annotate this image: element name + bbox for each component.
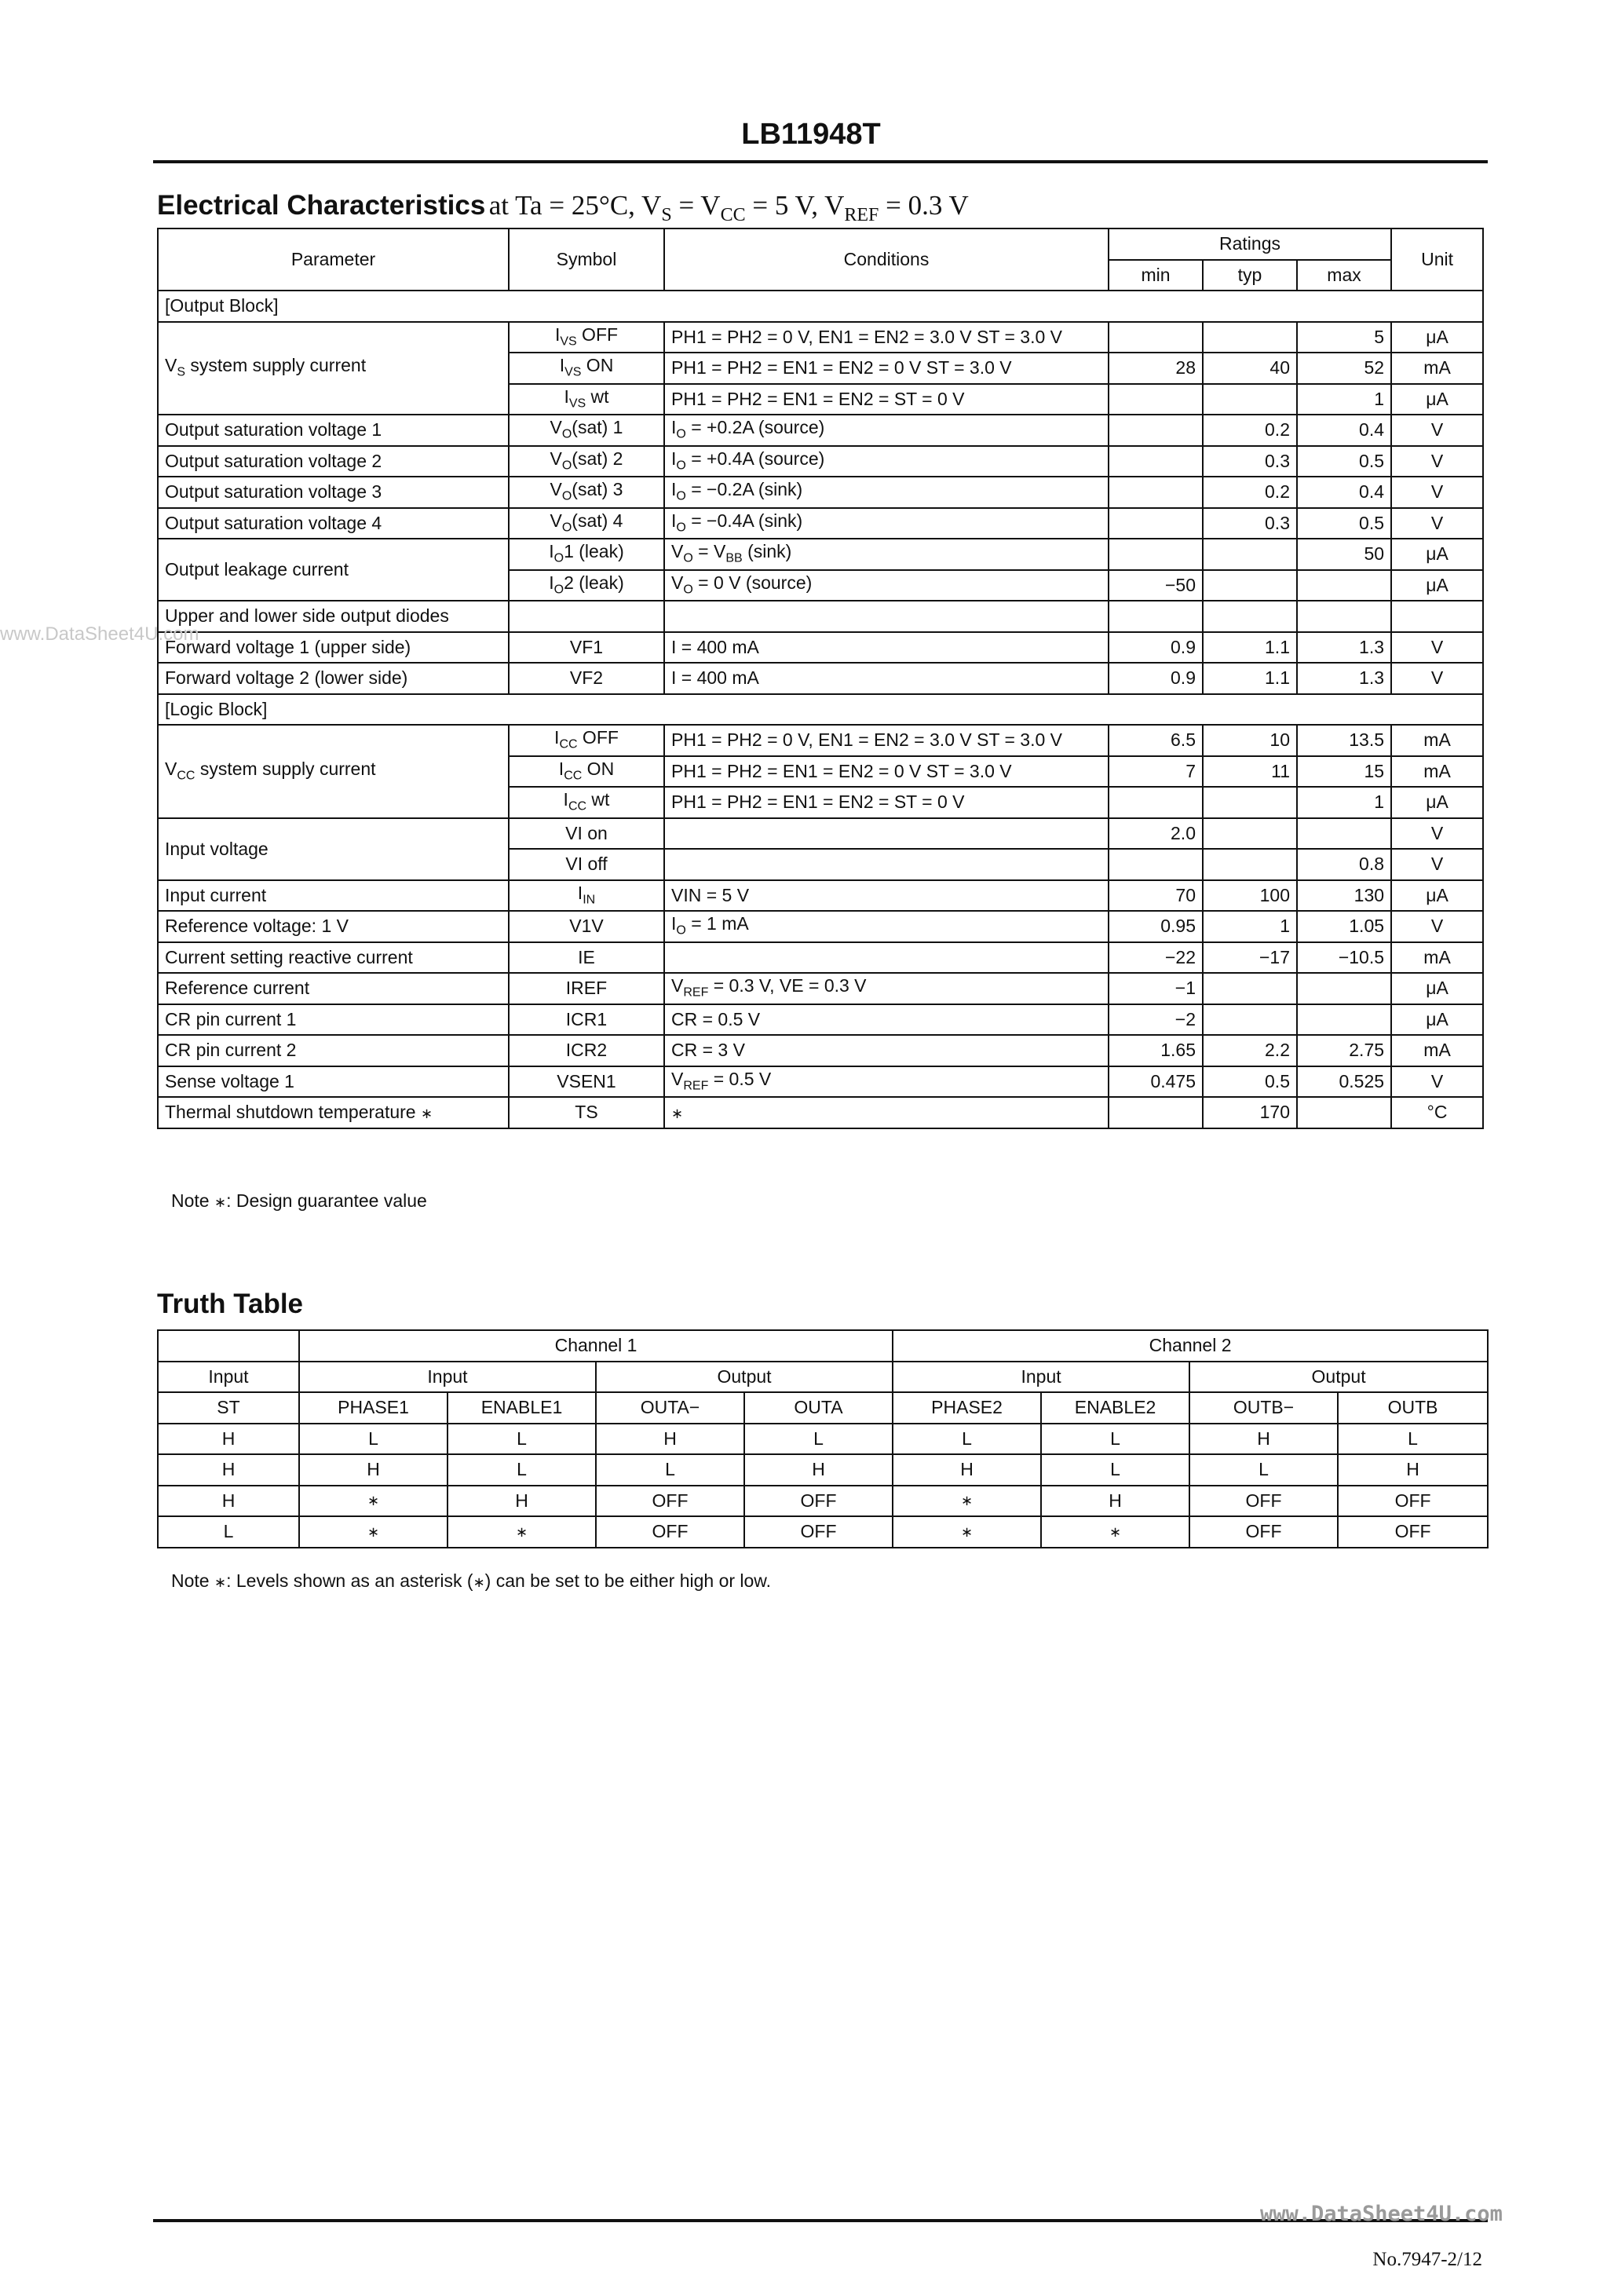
truth-cell: L: [448, 1454, 596, 1486]
min-cell: −2: [1109, 1004, 1203, 1036]
truth-cell: ∗: [448, 1516, 596, 1548]
min-cell: 2.0: [1109, 818, 1203, 850]
typ-cell: [1203, 818, 1297, 850]
symbol-cell: IE: [509, 942, 664, 974]
typ-cell: 1: [1203, 911, 1297, 942]
symbol-cell: VI on: [509, 818, 664, 850]
min-cell: [1109, 787, 1203, 818]
truth-ch2-input-header: Input: [893, 1362, 1189, 1393]
electrical-characteristics-table: [157, 228, 1484, 1129]
typ-cell: 11: [1203, 756, 1297, 788]
condition-cell: $V_{REF} = 0.3$ V, VE = 0.3 V: [664, 973, 1109, 1004]
header-min: min: [1109, 260, 1203, 291]
truth-cell: ∗: [1041, 1516, 1189, 1548]
min-cell: 0.475: [1109, 1066, 1203, 1098]
max-cell: 1.05: [1297, 911, 1391, 942]
truth-cell: H: [158, 1454, 299, 1486]
symbol-cell: V1V: [509, 911, 664, 942]
typ-cell: [1203, 570, 1297, 601]
max-cell: 0.4: [1297, 477, 1391, 508]
max-cell: 0.8: [1297, 849, 1391, 880]
truth-cell: OFF: [596, 1486, 744, 1517]
max-cell: 5: [1297, 322, 1391, 353]
min-cell: 0.9: [1109, 663, 1203, 694]
max-cell: [1297, 1004, 1391, 1036]
condition-cell: I = 400 mA: [664, 663, 1109, 694]
condition-cell: I = 400 mA: [664, 632, 1109, 664]
max-cell: [1297, 818, 1391, 850]
typ-cell: 170: [1203, 1097, 1297, 1128]
typ-cell: 0.3: [1203, 508, 1297, 539]
unit-cell: V: [1391, 446, 1483, 477]
truth-cell: OFF: [596, 1516, 744, 1548]
footer-watermark: www.DataSheet4U.com: [1260, 2202, 1503, 2226]
min-cell: [1109, 322, 1203, 353]
condition-cell: $I_O = 1$ mA: [664, 911, 1109, 942]
min-cell: 1.65: [1109, 1035, 1203, 1066]
truth-col-outa-minus: OUTA−: [596, 1392, 744, 1424]
truth-channel-row: [158, 1330, 1488, 1362]
condition-cell: $I_O = -0.2A$ (sink): [664, 477, 1109, 508]
condition-cell: [664, 818, 1109, 850]
condition-cell: $V_O = V_{BB}$ (sink): [664, 539, 1109, 570]
section-label: [Logic Block]: [158, 694, 1483, 726]
condition-cell: [664, 849, 1109, 880]
truth-column-header-row: [158, 1392, 1488, 1424]
table-row: [158, 539, 1483, 570]
symbol-cell: $I_{IN}$: [509, 880, 664, 912]
min-cell: 6.5: [1109, 725, 1203, 756]
truth-cell: L: [596, 1454, 744, 1486]
truth-cell: L: [1041, 1454, 1189, 1486]
unit-cell: μA: [1391, 880, 1483, 912]
truth-cell: H: [158, 1486, 299, 1517]
condition-cell: $I_O = +0.2A$ (source): [664, 415, 1109, 446]
table-row: [158, 942, 1483, 974]
max-cell: 50: [1297, 539, 1391, 570]
table-row: [158, 508, 1483, 539]
typ-cell: [1203, 384, 1297, 415]
max-cell: 52: [1297, 353, 1391, 384]
param-cell: Sense voltage 1: [158, 1066, 509, 1098]
symbol-cell: $V_O(sat)$ 3: [509, 477, 664, 508]
truth-col-phase1: PHASE1: [299, 1392, 448, 1424]
param-cell: CR pin current 1: [158, 1004, 509, 1036]
max-cell: [1297, 601, 1391, 632]
symbol-cell: TS: [509, 1097, 664, 1128]
typ-cell: [1203, 787, 1297, 818]
truth-cell: ∗: [299, 1516, 448, 1548]
max-cell: 0.5: [1297, 508, 1391, 539]
truth-cell: OFF: [1189, 1516, 1338, 1548]
truth-channel1-header: Channel 1: [299, 1330, 893, 1362]
param-vcc-supply-current: $V_{CC}$ system supply current: [158, 725, 509, 818]
unit-cell: V: [1391, 1066, 1483, 1098]
truth-cell: ∗: [299, 1486, 448, 1517]
document-title: LB11948T: [741, 118, 881, 151]
unit-cell: mA: [1391, 725, 1483, 756]
table-header-row: [158, 229, 1483, 260]
param-cell: Output saturation voltage 3: [158, 477, 509, 508]
max-cell: 0.4: [1297, 415, 1391, 446]
typ-cell: 2.2: [1203, 1035, 1297, 1066]
min-cell: [1109, 477, 1203, 508]
typ-cell: [1203, 539, 1297, 570]
table-row: [158, 322, 1483, 353]
typ-cell: 10: [1203, 725, 1297, 756]
condition-cell: $V_{REF} = 0.5$ V: [664, 1066, 1109, 1098]
table-row: [158, 663, 1483, 694]
param-cell: Thermal shutdown temperature ∗: [158, 1097, 509, 1128]
truth-cell: L: [158, 1516, 299, 1548]
param-cell: Input current: [158, 880, 509, 912]
unit-cell: V: [1391, 477, 1483, 508]
truth-cell: L: [893, 1424, 1041, 1455]
table-row: [158, 1066, 1483, 1098]
typ-cell: 0.2: [1203, 415, 1297, 446]
truth-cell: ∗: [893, 1516, 1041, 1548]
truth-cell: L: [1189, 1454, 1338, 1486]
max-cell: 1.3: [1297, 632, 1391, 664]
table-row: [158, 632, 1483, 664]
unit-cell: mA: [1391, 756, 1483, 788]
truth-cell: H: [299, 1454, 448, 1486]
unit-cell: mA: [1391, 1035, 1483, 1066]
symbol-cell: $I_{CC}$ wt: [509, 787, 664, 818]
unit-cell: mA: [1391, 353, 1483, 384]
symbol-cell: $I_{CC}$ ON: [509, 756, 664, 788]
typ-cell: 0.3: [1203, 446, 1297, 477]
truth-cell: L: [1338, 1424, 1488, 1455]
max-cell: 1.3: [1297, 663, 1391, 694]
header-typ: typ: [1203, 260, 1297, 291]
symbol-cell: $I_{CC}$ OFF: [509, 725, 664, 756]
electrical-heading: [157, 190, 969, 226]
table-row: [158, 1516, 1488, 1548]
param-cell: Output saturation voltage 1: [158, 415, 509, 446]
typ-cell: 100: [1203, 880, 1297, 912]
symbol-cell: VF2: [509, 663, 664, 694]
symbol-cell: $I_{VS}$ wt: [509, 384, 664, 415]
truth-cell: H: [596, 1424, 744, 1455]
truth-col-outb: OUTB: [1338, 1392, 1488, 1424]
unit-cell: μA: [1391, 1004, 1483, 1036]
table-row: [158, 446, 1483, 477]
unit-cell: V: [1391, 415, 1483, 446]
unit-cell: V: [1391, 911, 1483, 942]
min-cell: [1109, 415, 1203, 446]
condition-cell: [664, 942, 1109, 974]
symbol-cell: VI off: [509, 849, 664, 880]
condition-cell: ∗: [664, 1097, 1109, 1128]
truth-cell: L: [1041, 1424, 1189, 1455]
truth-cell: OFF: [1338, 1516, 1488, 1548]
truth-col-enable2: ENABLE2: [1041, 1392, 1189, 1424]
unit-cell: V: [1391, 508, 1483, 539]
param-cell: Current setting reactive current: [158, 942, 509, 974]
truth-channel2-header: Channel 2: [893, 1330, 1488, 1362]
unit-cell: V: [1391, 849, 1483, 880]
typ-cell: 40: [1203, 353, 1297, 384]
typ-cell: 1.1: [1203, 663, 1297, 694]
unit-cell: mA: [1391, 942, 1483, 974]
table-row: [158, 477, 1483, 508]
condition-cell: VIN = 5 V: [664, 880, 1109, 912]
min-cell: 28: [1109, 353, 1203, 384]
table-row: [158, 725, 1483, 756]
max-cell: −10.5: [1297, 942, 1391, 974]
symbol-cell: IREF: [509, 973, 664, 1004]
truth-col-st: ST: [158, 1392, 299, 1424]
unit-cell: V: [1391, 818, 1483, 850]
table-row: [158, 601, 1483, 632]
symbol-cell: $I_O2$ (leak): [509, 570, 664, 601]
condition-cell: PH1 = PH2 = EN1 = EN2 = ST = 0 V: [664, 384, 1109, 415]
condition-cell: PH1 = PH2 = 0 V, EN1 = EN2 = 3.0 V ST = 3.0 V: [664, 725, 1109, 756]
typ-cell: [1203, 601, 1297, 632]
truth-cell: L: [448, 1424, 596, 1455]
condition-cell: $V_O = 0$ V (source): [664, 570, 1109, 601]
table-row: [158, 1004, 1483, 1036]
typ-cell: −17: [1203, 942, 1297, 974]
electrical-note: Note ∗: Design guarantee value: [171, 1190, 427, 1211]
symbol-cell: VSEN1: [509, 1066, 664, 1098]
truth-col-outa: OUTA: [744, 1392, 893, 1424]
header-parameter: Parameter: [158, 229, 509, 291]
param-cell: Reference voltage: 1 V: [158, 911, 509, 942]
max-cell: 1: [1297, 787, 1391, 818]
table-row: [158, 973, 1483, 1004]
unit-cell: μA: [1391, 570, 1483, 601]
truth-col-enable1: ENABLE1: [448, 1392, 596, 1424]
symbol-cell: VF1: [509, 632, 664, 664]
min-cell: 7: [1109, 756, 1203, 788]
electrical-heading-conditions: at Ta = 25°C, $V_S = V_{CC} = 5$ V, $V_{REF} = 0.3$ V: [488, 190, 969, 225]
param-cell: Output saturation voltage 2: [158, 446, 509, 477]
symbol-cell: $V_O(sat)$ 2: [509, 446, 664, 477]
truth-cell: ∗: [893, 1486, 1041, 1517]
param-cell: Reference current: [158, 973, 509, 1004]
section-label: [Output Block]: [158, 291, 1483, 322]
unit-cell: °C: [1391, 1097, 1483, 1128]
min-cell: [1109, 539, 1203, 570]
symbol-cell: [509, 601, 664, 632]
condition-cell: PH1 = PH2 = 0 V, EN1 = EN2 = 3.0 V ST = 3.0 V: [664, 322, 1109, 353]
max-cell: [1297, 570, 1391, 601]
header-symbol: Symbol: [509, 229, 664, 291]
truth-cell: L: [744, 1424, 893, 1455]
param-output-leakage: Output leakage current: [158, 539, 509, 601]
min-cell: −1: [1109, 973, 1203, 1004]
min-cell: [1109, 384, 1203, 415]
min-cell: [1109, 1097, 1203, 1128]
table-row: [158, 1035, 1483, 1066]
min-cell: 0.9: [1109, 632, 1203, 664]
min-cell: [1109, 601, 1203, 632]
param-cell: CR pin current 2: [158, 1035, 509, 1066]
condition-cell: $I_O = -0.4A$ (sink): [664, 508, 1109, 539]
typ-cell: [1203, 849, 1297, 880]
param-cell: Forward voltage 2 (lower side): [158, 663, 509, 694]
truth-cell: H: [893, 1454, 1041, 1486]
header-conditions: Conditions: [664, 229, 1109, 291]
watermark-left: www.DataSheet4U.com: [0, 623, 199, 645]
table-row: [158, 818, 1483, 850]
symbol-cell: $I_O1$ (leak): [509, 539, 664, 570]
min-cell: 70: [1109, 880, 1203, 912]
truth-input-header: Input: [158, 1362, 299, 1393]
min-cell: [1109, 508, 1203, 539]
typ-cell: [1203, 322, 1297, 353]
symbol-cell: ICR2: [509, 1035, 664, 1066]
table-row: [158, 1454, 1488, 1486]
page-number: No.7947-2/12: [1372, 2249, 1482, 2270]
condition-cell: PH1 = PH2 = EN1 = EN2 = ST = 0 V: [664, 787, 1109, 818]
typ-cell: 1.1: [1203, 632, 1297, 664]
symbol-cell: $I_{VS}$ ON: [509, 353, 664, 384]
param-input-voltage: Input voltage: [158, 818, 509, 880]
table-row: [158, 1486, 1488, 1517]
header-max: max: [1297, 260, 1391, 291]
max-cell: 130: [1297, 880, 1391, 912]
truth-note: Note ∗: Levels shown as an asterisk (∗) can be set to be either high or low.: [171, 1570, 772, 1591]
max-cell: [1297, 1097, 1391, 1128]
condition-cell: CR = 0.5 V: [664, 1004, 1109, 1036]
unit-cell: V: [1391, 663, 1483, 694]
truth-corner-cell: [158, 1330, 299, 1362]
header-unit: Unit: [1391, 229, 1483, 291]
truth-table: [157, 1329, 1489, 1548]
typ-cell: [1203, 1004, 1297, 1036]
truth-cell: H: [448, 1486, 596, 1517]
max-cell: 2.75: [1297, 1035, 1391, 1066]
symbol-cell: $I_{VS}$ OFF: [509, 322, 664, 353]
table-row: [158, 911, 1483, 942]
header-rule: [153, 160, 1488, 163]
table-row: [158, 880, 1483, 912]
table-row: [158, 415, 1483, 446]
unit-cell: μA: [1391, 787, 1483, 818]
max-cell: 15: [1297, 756, 1391, 788]
truth-cell: OFF: [744, 1516, 893, 1548]
truth-heading: Truth Table: [157, 1289, 304, 1319]
symbol-cell: $V_O(sat)$ 1: [509, 415, 664, 446]
max-cell: 0.5: [1297, 446, 1391, 477]
max-cell: 1: [1297, 384, 1391, 415]
min-cell: −22: [1109, 942, 1203, 974]
truth-cell: L: [299, 1424, 448, 1455]
unit-cell: V: [1391, 632, 1483, 664]
truth-ch1-input-header: Input: [299, 1362, 596, 1393]
electrical-heading-title: Electrical Characteristics: [157, 190, 486, 221]
min-cell: 0.95: [1109, 911, 1203, 942]
section-row-output-block: [158, 291, 1483, 322]
param-cell: Forward voltage 1 (upper side): [158, 632, 509, 664]
truth-cell: H: [744, 1454, 893, 1486]
min-cell: −50: [1109, 570, 1203, 601]
unit-cell: μA: [1391, 384, 1483, 415]
min-cell: [1109, 849, 1203, 880]
table-row: [158, 1097, 1483, 1128]
truth-col-phase2: PHASE2: [893, 1392, 1041, 1424]
truth-cell: H: [1041, 1486, 1189, 1517]
truth-io-row: [158, 1362, 1488, 1393]
param-vs-supply-current: $V_S$ system supply current: [158, 322, 509, 415]
truth-cell: OFF: [1338, 1486, 1488, 1517]
typ-cell: [1203, 973, 1297, 1004]
max-cell: 13.5: [1297, 725, 1391, 756]
truth-cell: H: [158, 1424, 299, 1455]
truth-cell: OFF: [1189, 1486, 1338, 1517]
header-ratings: Ratings: [1109, 229, 1391, 260]
condition-cell: $I_O = +0.4A$ (source): [664, 446, 1109, 477]
max-cell: [1297, 973, 1391, 1004]
unit-cell: [1391, 601, 1483, 632]
truth-ch1-output-header: Output: [596, 1362, 893, 1393]
table-row: [158, 1424, 1488, 1455]
typ-cell: 0.5: [1203, 1066, 1297, 1098]
condition-cell: PH1 = PH2 = EN1 = EN2 = 0 V ST = 3.0 V: [664, 756, 1109, 788]
typ-cell: 0.2: [1203, 477, 1297, 508]
condition-cell: [664, 601, 1109, 632]
truth-ch2-output-header: Output: [1189, 1362, 1488, 1393]
unit-cell: μA: [1391, 539, 1483, 570]
symbol-cell: ICR1: [509, 1004, 664, 1036]
truth-cell: H: [1338, 1454, 1488, 1486]
condition-cell: CR = 3 V: [664, 1035, 1109, 1066]
symbol-cell: $V_O(sat)$ 4: [509, 508, 664, 539]
max-cell: 0.525: [1297, 1066, 1391, 1098]
min-cell: [1109, 446, 1203, 477]
param-cell: Upper and lower side output diodes: [158, 601, 509, 632]
condition-cell: PH1 = PH2 = EN1 = EN2 = 0 V ST = 3.0 V: [664, 353, 1109, 384]
truth-cell: OFF: [744, 1486, 893, 1517]
param-cell: Output saturation voltage 4: [158, 508, 509, 539]
section-row-logic-block: [158, 694, 1483, 726]
unit-cell: μA: [1391, 973, 1483, 1004]
unit-cell: μA: [1391, 322, 1483, 353]
truth-col-outb-minus: OUTB−: [1189, 1392, 1338, 1424]
truth-cell: H: [1189, 1424, 1338, 1455]
